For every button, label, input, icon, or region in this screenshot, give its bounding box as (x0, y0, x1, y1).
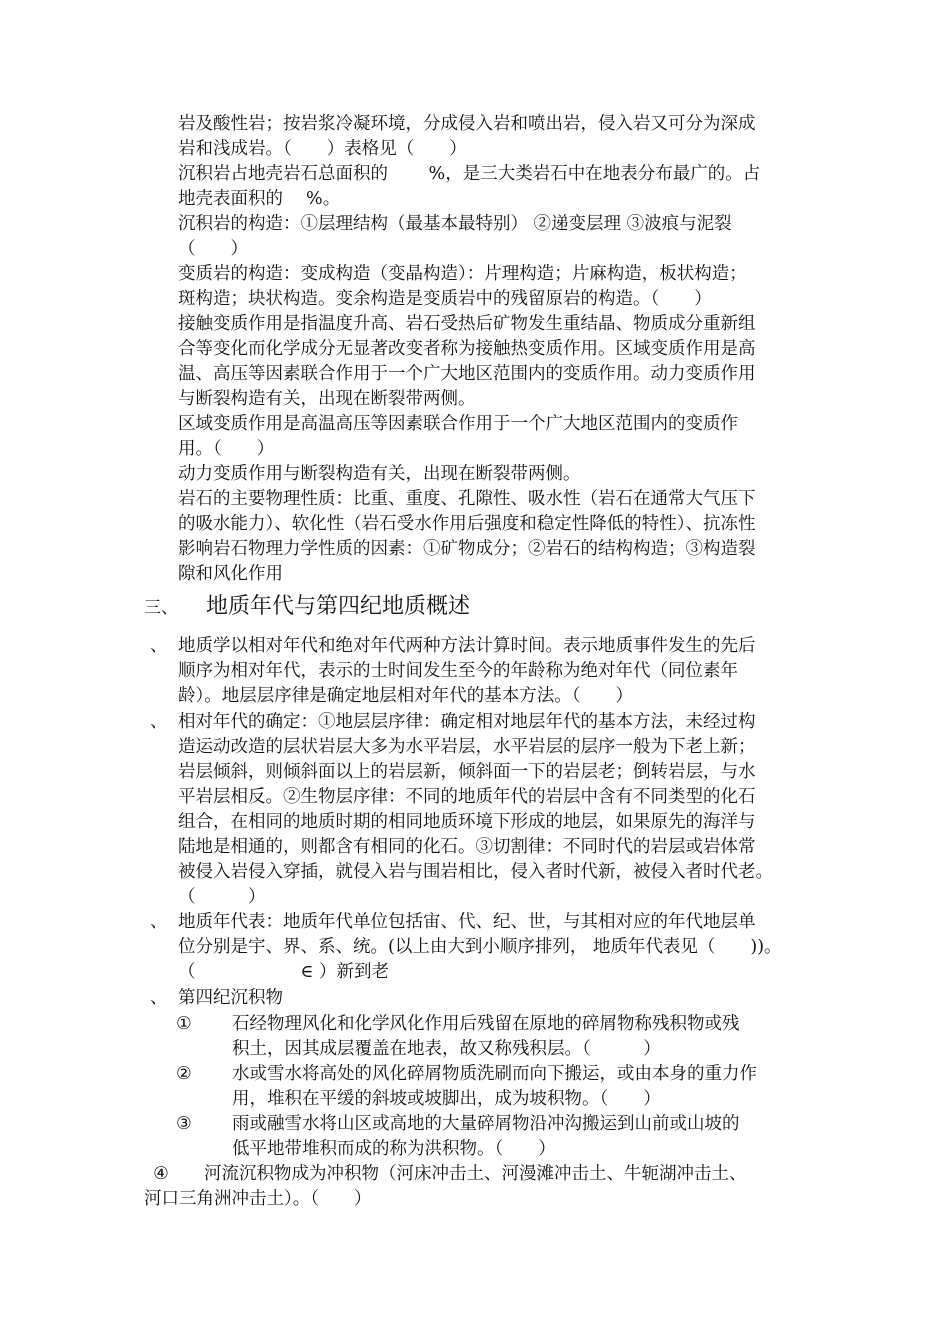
text-line: 第四纪沉积物 (178, 988, 283, 1008)
text-line: 造运动改造的层状岩层大多为水平岩层，水平岩层的层序一般为下老上新； (178, 737, 756, 757)
paragraph-sedimentary-area (178, 162, 808, 212)
text-line: 岩和浅成岩。（ ）表格见（ ） (178, 139, 467, 159)
text-line: 影响岩石物理力学性质的因素：①矿物成分；②岩石的结构构造；③构造裂 (178, 539, 756, 559)
text-line: 位分别是宇、界、系、统。(以上由大到小顺序排列， 地质年代表见（ ))。 (178, 937, 782, 957)
list-item-relative-age (178, 710, 818, 910)
list-item-geologic-time (178, 634, 818, 709)
text-line: 地质学以相对年代和绝对年代两种方法计算时间。表示地质事件发生的先后 (178, 636, 756, 656)
sublist-item-alluvial (144, 1162, 814, 1212)
list-item-quaternary-deposits (178, 986, 818, 1011)
paragraph-sedimentary-structure (178, 212, 808, 262)
section-number: 三、 (144, 598, 178, 618)
text-line: 低平地带堆积而成的称为洪积物。（ ） (232, 1139, 556, 1159)
circled-number: ③ (176, 1114, 192, 1134)
text-line: 沉积岩占地壳岩石总面积的 %，是三大类岩石中在地表分布最广的。占 (178, 164, 761, 184)
text-line (144, 1162, 814, 1187)
text-line: 地壳表面积的 %。 (178, 189, 341, 209)
text-line: 陆地是相通的，则都含有相同的化石。③切割律：不同时代的岩层或岩体常 (178, 837, 756, 857)
text-line: 动力变质作用与断裂构造有关，出现在断裂带两侧。 (178, 464, 581, 484)
section-heading (144, 592, 470, 623)
text-segment: 河流沉积物成为冲积物（河床冲击土、河漫滩冲击土、牛轭湖冲击土、 (204, 1164, 747, 1184)
text-line: 顺序为相对年代，表示的士时间发生至今的年龄称为绝对年代（同位素年 (178, 661, 738, 681)
text-line: 合等变化而化学成分无显著改变者称为接触热变质作用。区域变质作用是高 (178, 339, 756, 359)
section-title: 地质年代与第四纪地质概述 (206, 594, 471, 619)
text-line: 被侵入岩侵入穿插，就侵入岩与围岩相比，侵入者时代新，被侵入者时代老。 (178, 862, 773, 882)
text-line: 岩及酸性岩；按岩浆冷凝环境，分成侵入岩和喷出岩，侵入岩又可分为深成 (178, 114, 756, 134)
sublist-item-residual (232, 1012, 812, 1062)
paragraph-regional-metamorphism (178, 412, 808, 462)
paragraph-metamorphic-structure (178, 262, 808, 312)
text-line: 组合，在相同的地质时期的相同地质环境下形成的地层，如果原先的海洋与 (178, 812, 756, 832)
sublist-item-proluvial (232, 1112, 812, 1162)
text-line: 岩层倾斜，则倾斜面以上的岩层新，倾斜面一下的岩层老；倒转岩层，与水 (178, 762, 756, 782)
text-line: 相对年代的确定：①地层层序律：确定相对地层年代的基本方法，未经过构 (178, 712, 756, 732)
text-line: 与断裂构造有关，出现在断裂带两侧。 (178, 389, 476, 409)
bullet-mark: 、 (150, 912, 168, 932)
text-line: 区域变质作用是高温高压等因素联合作用于一个广大地区范围内的变质作 (178, 414, 738, 434)
text-line: 雨或融雪水将山区或高地的大量碎屑物沿冲沟搬运到山前或山坡的 (232, 1114, 740, 1134)
paragraph-contact-metamorphism (178, 312, 808, 412)
sublist-item-slope-wash (232, 1062, 812, 1112)
bullet-mark: 、 (150, 712, 168, 732)
text-line: 沉积岩的构造：①层理结构（最基本最特别） ②递变层理 ③波痕与泥裂 (178, 214, 732, 234)
list-item-geologic-timescale (178, 910, 818, 985)
paragraph-dynamic-metamorphism (178, 462, 808, 487)
text-line: 变质岩的构造：变成构造（变晶构造）：片理构造；片麻构造，板状构造； (178, 264, 747, 284)
text-line: 温、高压等因素联合作用于一个广大地区范围内的变质作用。动力变质作用 (178, 364, 756, 384)
circled-number: ① (176, 1014, 192, 1034)
text-line: （ ∈ ）新到老 (178, 962, 390, 982)
text-line: 石经物理风化和化学风化作用后残留在原地的碎屑物称残积物或残 (232, 1014, 740, 1034)
text-line: 用。（ ） (178, 439, 275, 459)
paragraph-rock-physical-properties (178, 487, 808, 587)
circled-number: ② (176, 1064, 192, 1084)
text-line: （ ） (178, 887, 266, 907)
text-line: 斑构造；块状构造。变余构造是变质岩中的残留原岩的构造。（ ） (178, 289, 712, 309)
text-line: 水或雪水将高处的风化碎屑物质洗刷而向下搬运，或由本身的重力作 (232, 1064, 757, 1084)
paragraph-igneous-classification (178, 112, 808, 162)
text-line: （ ） (178, 239, 248, 259)
text-line: 平岩层相反。②生物层序律：不同的地质年代的岩层中含有不同类型的化石 (178, 787, 756, 807)
circled-number: ④ (153, 1164, 169, 1184)
text-line: 的吸水能力）、软化性（岩石受水作用后强度和稳定性降低的特性）、抗冻性 (178, 514, 756, 534)
text-line: 用，堆积在平缓的斜坡或坡脚出，成为坡积物。（ ） (232, 1089, 661, 1109)
text-line: 岩石的主要物理性质：比重、重度、孔隙性、吸水性（岩石在通常大气压下 (178, 489, 756, 509)
text-line: 隙和风化作用 (178, 564, 283, 584)
text-line: 地质年代表：地质年代单位包括宙、代、纪、世，与其相对应的年代地层单 (178, 912, 756, 932)
text-line: 接触变质作用是指温度升高、岩石受热后矿物发生重结晶、物质成分重新组 (178, 314, 756, 334)
bullet-mark: 、 (150, 988, 168, 1008)
text-line: 河口三角洲冲击土）。（ ） (144, 1189, 372, 1209)
text-line: 积土，因其成层覆盖在地表，故又称残积层。（ ） (232, 1039, 661, 1059)
bullet-mark: 、 (150, 636, 168, 656)
text-line: 龄）。地层层序律是确定地层相对年代的基本方法。（ ） (178, 686, 633, 706)
